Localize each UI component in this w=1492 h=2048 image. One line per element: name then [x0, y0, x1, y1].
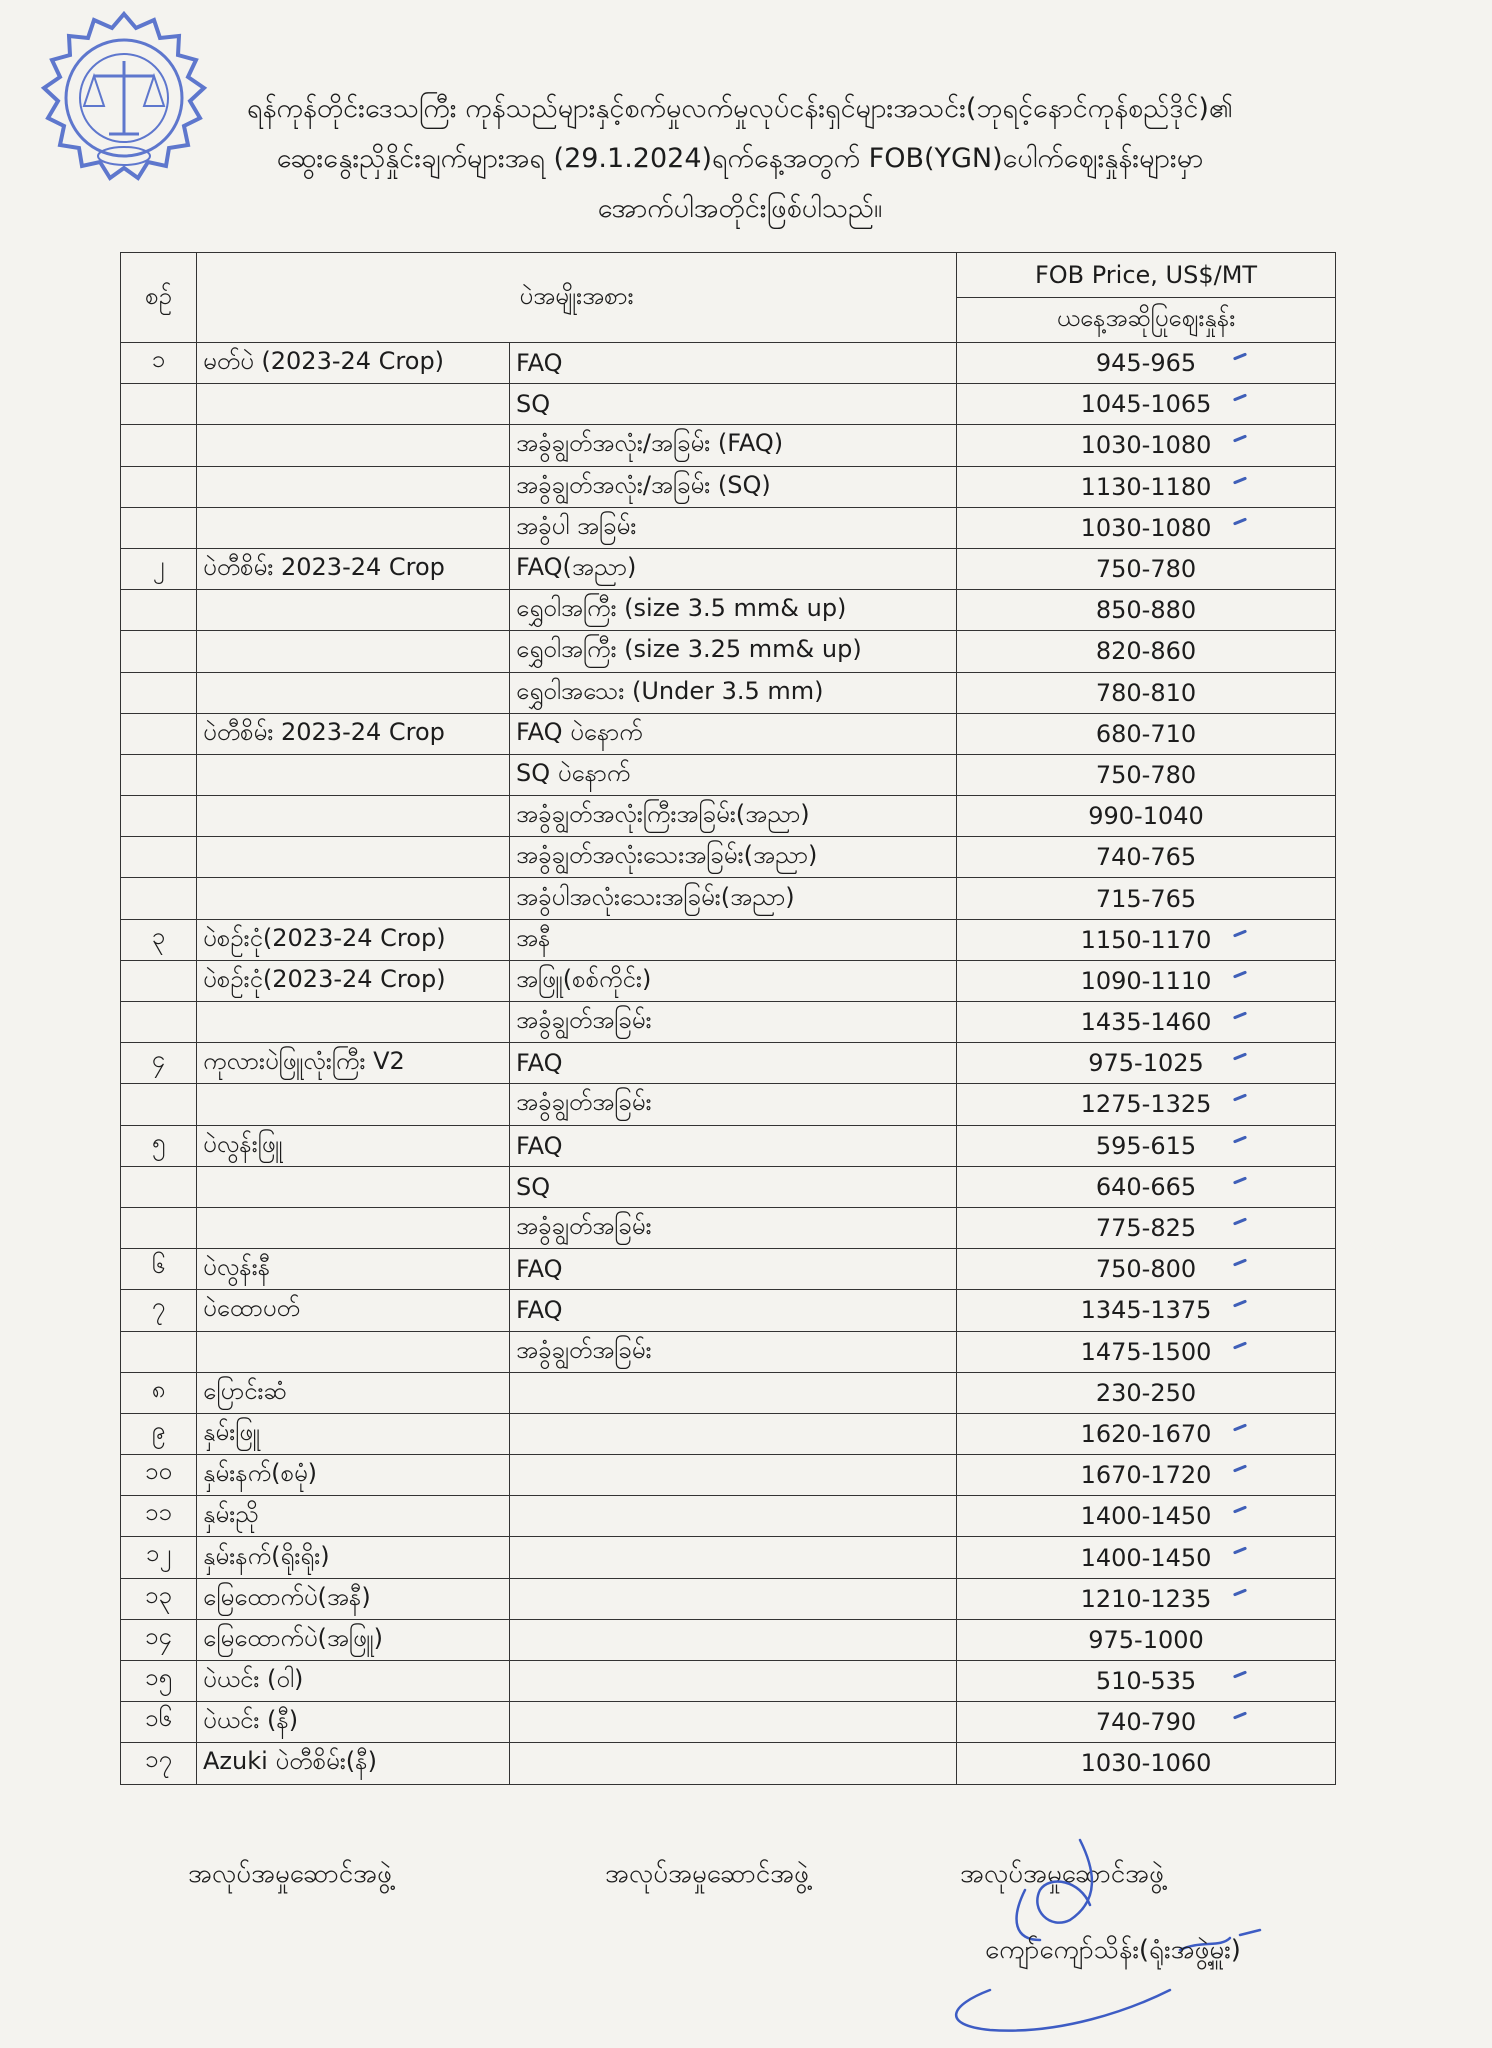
- no-cell: ၂: [121, 548, 197, 589]
- no-cell: [121, 425, 197, 466]
- item-grade-cell: [510, 1372, 957, 1413]
- price-cell: 1400-1450: [957, 1537, 1336, 1578]
- price-cell: 595-615: [957, 1125, 1336, 1166]
- item-name-cell: မြေထောက်ပဲ(အဖြူ): [197, 1619, 510, 1660]
- item-name-cell: [197, 1084, 510, 1125]
- check-tick-icon: [1233, 1547, 1247, 1555]
- item-name-cell: [197, 425, 510, 466]
- item-grade-cell: ရွှေဝါအသေး (Under 3.5 mm): [510, 672, 957, 713]
- item-name-cell: [197, 878, 510, 919]
- table-row: [121, 1619, 1336, 1660]
- item-name-cell: [197, 1331, 510, 1372]
- item-grade-cell: အခွံချွတ်အခြမ်း: [510, 1002, 957, 1043]
- item-grade-cell: အခွံချွတ်အခြမ်း: [510, 1207, 957, 1248]
- item-grade-cell: အခွံချွတ်အခြမ်း: [510, 1331, 957, 1372]
- price-cell: 1620-1670: [957, 1413, 1336, 1454]
- price-cell: 230-250: [957, 1372, 1336, 1413]
- price-cell: 740-765: [957, 837, 1336, 878]
- item-name-cell: ပြောင်းဆံ: [197, 1372, 510, 1413]
- item-name-cell: နှမ်းညို: [197, 1496, 510, 1537]
- table-row: [121, 384, 1336, 425]
- item-name-cell: ပဲလွန်းနီ: [197, 1249, 510, 1290]
- item-grade-cell: အဖြူ(စစ်ကိုင်း): [510, 960, 957, 1001]
- col-header-item: ပဲအမျိုးအစား: [197, 253, 957, 343]
- check-tick-icon: [1233, 476, 1247, 484]
- item-name-cell: [197, 631, 510, 672]
- no-cell: [121, 878, 197, 919]
- check-tick-icon: [1233, 1135, 1247, 1143]
- table-row: [121, 507, 1336, 548]
- header-line-1: ရန်ကုန်တိုင်းဒေသကြီး ကုန်သည်များနှင့်စက်မှုလက်မှုလုပ်ငန်းရှင်များအသင်း(ဘုရင့်နောင်ကုန်စည်ဒိုင်)၏: [247, 93, 1233, 124]
- item-name-cell: [197, 384, 510, 425]
- item-grade-cell: [510, 1661, 957, 1702]
- no-cell: ၁၄: [121, 1619, 197, 1660]
- table-row: [121, 960, 1336, 1001]
- table-row: [121, 1125, 1336, 1166]
- signature-label-1: အလုပ်အမှုဆောင်အဖွဲ့: [188, 1859, 392, 1889]
- price-table: [120, 252, 1336, 1785]
- item-name-cell: ပဲထောပတ်: [197, 1290, 510, 1331]
- check-tick-icon: [1233, 1259, 1247, 1267]
- check-tick-icon: [1233, 352, 1247, 360]
- item-name-cell: [197, 796, 510, 837]
- no-cell: ၁: [121, 343, 197, 384]
- price-cell: 750-780: [957, 548, 1336, 589]
- item-name-cell: [197, 1166, 510, 1207]
- no-cell: ၁၂: [121, 1537, 197, 1578]
- item-name-cell: [197, 466, 510, 507]
- table-row: [121, 878, 1336, 919]
- table-row: [121, 1043, 1336, 1084]
- check-tick-icon: [1233, 929, 1247, 937]
- col-header-price-sub: ယနေ့အဆိုပြုဈေးနှုန်း: [957, 298, 1336, 343]
- no-cell: [121, 960, 197, 1001]
- check-tick-icon: [1233, 1094, 1247, 1102]
- no-cell: [121, 1166, 197, 1207]
- table-row: [121, 1702, 1336, 1743]
- no-cell: ၅: [121, 1125, 197, 1166]
- table-row: [121, 1661, 1336, 1702]
- no-cell: ၁၁: [121, 1496, 197, 1537]
- item-grade-cell: [510, 1455, 957, 1496]
- price-cell: 975-1025: [957, 1043, 1336, 1084]
- price-cell: 1345-1375: [957, 1290, 1336, 1331]
- table-row: [121, 1166, 1336, 1207]
- item-grade-cell: [510, 1413, 957, 1454]
- table-row: [121, 919, 1336, 960]
- table-row: [121, 1496, 1336, 1537]
- no-cell: [121, 466, 197, 507]
- item-name-cell: နှမ်းနက်(ရိုးရိုး): [197, 1537, 510, 1578]
- no-cell: ၁၇: [121, 1743, 197, 1784]
- table-row: [121, 1743, 1336, 1784]
- item-grade-cell: အခွံပါ အခြမ်း: [510, 507, 957, 548]
- item-name-cell: ပဲယင်း (ဝါ): [197, 1661, 510, 1702]
- check-tick-icon: [1233, 1176, 1247, 1184]
- price-cell: 750-800: [957, 1249, 1336, 1290]
- no-cell: ၁၀: [121, 1455, 197, 1496]
- table-row: [121, 837, 1336, 878]
- no-cell: [121, 672, 197, 713]
- no-cell: ၆: [121, 1249, 197, 1290]
- check-tick-icon: [1233, 1217, 1247, 1225]
- item-name-cell: ပဲလွန်းဖြူ: [197, 1125, 510, 1166]
- check-tick-icon: [1233, 1423, 1247, 1431]
- check-tick-icon: [1233, 1506, 1247, 1514]
- price-cell: 1130-1180: [957, 466, 1336, 507]
- item-grade-cell: SQ ပဲနောက်: [510, 754, 957, 795]
- no-cell: ၃: [121, 919, 197, 960]
- no-cell: [121, 507, 197, 548]
- price-cell: 1475-1500: [957, 1331, 1336, 1372]
- no-cell: ၉: [121, 1413, 197, 1454]
- item-name-cell: နှမ်းဖြူ: [197, 1413, 510, 1454]
- item-name-cell: [197, 1002, 510, 1043]
- price-cell: 1030-1060: [957, 1743, 1336, 1784]
- price-cell: 1150-1170: [957, 919, 1336, 960]
- item-grade-cell: FAQ: [510, 1290, 957, 1331]
- table-row: [121, 1002, 1336, 1043]
- check-tick-icon: [1233, 1341, 1247, 1349]
- no-cell: [121, 1331, 197, 1372]
- price-cell: 1670-1720: [957, 1455, 1336, 1496]
- item-grade-cell: [510, 1619, 957, 1660]
- price-cell: 640-665: [957, 1166, 1336, 1207]
- item-name-cell: [197, 672, 510, 713]
- table-body: [121, 343, 1336, 1785]
- item-name-cell: ကုလားပဲဖြူလုံးကြီး V2: [197, 1043, 510, 1084]
- price-cell: 1090-1110: [957, 960, 1336, 1001]
- table-row: [121, 466, 1336, 507]
- item-name-cell: [197, 507, 510, 548]
- no-cell: [121, 1084, 197, 1125]
- no-cell: ၁၅: [121, 1661, 197, 1702]
- item-name-cell: နှမ်းနက်(စမုံ): [197, 1455, 510, 1496]
- check-tick-icon: [1233, 1011, 1247, 1019]
- item-name-cell: ပဲယင်း (နီ): [197, 1702, 510, 1743]
- table-row: [121, 590, 1336, 631]
- item-name-cell: [197, 837, 510, 878]
- no-cell: [121, 754, 197, 795]
- table-row: [121, 1249, 1336, 1290]
- table-row: [121, 672, 1336, 713]
- check-tick-icon: [1233, 1712, 1247, 1720]
- price-cell: 780-810: [957, 672, 1336, 713]
- item-grade-cell: [510, 1702, 957, 1743]
- check-tick-icon: [1233, 435, 1247, 443]
- table-header-row: [121, 253, 1336, 298]
- item-grade-cell: အခွံချွတ်အလုံးသေးအခြမ်း(အညာ): [510, 837, 957, 878]
- table-row: [121, 1084, 1336, 1125]
- signature-label-2: အလုပ်အမှုဆောင်အဖွဲ့: [605, 1859, 809, 1889]
- item-grade-cell: [510, 1578, 957, 1619]
- table-row: [121, 548, 1336, 589]
- item-grade-cell: SQ: [510, 1166, 957, 1207]
- price-cell: 750-780: [957, 754, 1336, 795]
- item-grade-cell: FAQ: [510, 1043, 957, 1084]
- no-cell: ၄: [121, 1043, 197, 1084]
- check-tick-icon: [1233, 1588, 1247, 1596]
- item-name-cell: ပဲတီစိမ်း 2023-24 Crop: [197, 548, 510, 589]
- price-cell: 990-1040: [957, 796, 1336, 837]
- item-grade-cell: အနီ: [510, 919, 957, 960]
- table-row: [121, 1207, 1336, 1248]
- document-header: [110, 84, 1370, 234]
- price-cell: 975-1000: [957, 1619, 1336, 1660]
- check-tick-icon: [1233, 1300, 1247, 1308]
- price-cell: 1030-1080: [957, 507, 1336, 548]
- item-grade-cell: အခွံချွတ်အခြမ်း: [510, 1084, 957, 1125]
- item-grade-cell: အခွံချွတ်အလုံးကြီးအခြမ်း(အညာ): [510, 796, 957, 837]
- item-grade-cell: [510, 1496, 957, 1537]
- col-header-price: FOB Price, US$/MT: [957, 253, 1336, 298]
- no-cell: [121, 713, 197, 754]
- table-row: [121, 343, 1336, 384]
- no-cell: ၁၆: [121, 1702, 197, 1743]
- price-cell: 1045-1065: [957, 384, 1336, 425]
- no-cell: ၇: [121, 1290, 197, 1331]
- check-tick-icon: [1233, 517, 1247, 525]
- col-header-no: စဉ်: [121, 253, 197, 343]
- no-cell: ၈: [121, 1372, 197, 1413]
- price-cell: 510-535: [957, 1661, 1336, 1702]
- check-tick-icon: [1233, 1465, 1247, 1473]
- table-row: [121, 754, 1336, 795]
- price-cell: 775-825: [957, 1207, 1336, 1248]
- price-cell: 1435-1460: [957, 1002, 1336, 1043]
- item-name-cell: ပဲစဉ်းငုံ(2023-24 Crop): [197, 919, 510, 960]
- item-grade-cell: အခွံချွတ်အလုံး/အခြမ်း (FAQ): [510, 425, 957, 466]
- price-cell: 1400-1450: [957, 1496, 1336, 1537]
- header-line-3: အောက်ပါအတိုင်းဖြစ်ပါသည်။: [597, 193, 883, 224]
- table-row: [121, 1331, 1336, 1372]
- price-cell: 740-790: [957, 1702, 1336, 1743]
- table-row: [121, 1578, 1336, 1619]
- no-cell: [121, 631, 197, 672]
- price-cell: 1275-1325: [957, 1084, 1336, 1125]
- item-grade-cell: [510, 1743, 957, 1784]
- item-grade-cell: FAQ ပဲနောက်: [510, 713, 957, 754]
- item-name-cell: [197, 754, 510, 795]
- item-grade-cell: FAQ: [510, 1249, 957, 1290]
- item-grade-cell: ရွှေဝါအကြီး (size 3.5 mm& up): [510, 590, 957, 631]
- table-row: [121, 1537, 1336, 1578]
- no-cell: [121, 837, 197, 878]
- no-cell: [121, 1207, 197, 1248]
- price-cell: 1210-1235: [957, 1578, 1336, 1619]
- item-name-cell: [197, 590, 510, 631]
- table-row: [121, 631, 1336, 672]
- item-grade-cell: ရွှေဝါအကြီး (size 3.25 mm& up): [510, 631, 957, 672]
- no-cell: ၁၃: [121, 1578, 197, 1619]
- table-row: [121, 1290, 1336, 1331]
- no-cell: [121, 384, 197, 425]
- table-row: [121, 796, 1336, 837]
- price-cell: 715-765: [957, 878, 1336, 919]
- item-grade-cell: FAQ: [510, 343, 957, 384]
- item-name-cell: ပဲတီစိမ်း 2023-24 Crop: [197, 713, 510, 754]
- price-cell: 945-965: [957, 343, 1336, 384]
- item-grade-cell: အခွံပါအလုံးသေးအခြမ်း(အညာ): [510, 878, 957, 919]
- table-row: [121, 1455, 1336, 1496]
- no-cell: [121, 1002, 197, 1043]
- table-row: [121, 1413, 1336, 1454]
- price-cell: 820-860: [957, 631, 1336, 672]
- item-name-cell: [197, 1207, 510, 1248]
- item-grade-cell: FAQ: [510, 1125, 957, 1166]
- price-cell: 1030-1080: [957, 425, 1336, 466]
- item-grade-cell: FAQ(အညာ): [510, 548, 957, 589]
- item-name-cell: မြေထောက်ပဲ(အနီ): [197, 1578, 510, 1619]
- check-tick-icon: [1233, 970, 1247, 978]
- item-grade-cell: [510, 1537, 957, 1578]
- no-cell: [121, 590, 197, 631]
- header-line-2: ဆွေးနွေးညှိနှိုင်းချက်များအရ (29.1.2024)ရက်နေ့အတွက် FOB(YGN)ပေါက်ဈေးနှုန်းများမှာ: [276, 143, 1204, 174]
- item-grade-cell: အခွံချွတ်အလုံး/အခြမ်း (SQ): [510, 466, 957, 507]
- table-row: [121, 425, 1336, 466]
- item-grade-cell: SQ: [510, 384, 957, 425]
- check-tick-icon: [1233, 394, 1247, 402]
- check-tick-icon: [1233, 1670, 1247, 1678]
- price-cell: 680-710: [957, 713, 1336, 754]
- table-row: [121, 713, 1336, 754]
- officer-name: ကျော်ကျော်သိန်း(ရုံးအဖွဲ့မှူး): [985, 1935, 1241, 1965]
- item-name-cell: မတ်ပဲ (2023-24 Crop): [197, 343, 510, 384]
- item-name-cell: Azuki ပဲတီစိမ်း(နီ): [197, 1743, 510, 1784]
- check-tick-icon: [1233, 1053, 1247, 1061]
- signature-label-3: အလုပ်အမှုဆောင်အဖွဲ့: [960, 1859, 1164, 1889]
- item-name-cell: ပဲစဉ်းငုံ(2023-24 Crop): [197, 960, 510, 1001]
- table-row: [121, 1372, 1336, 1413]
- price-cell: 850-880: [957, 590, 1336, 631]
- no-cell: [121, 796, 197, 837]
